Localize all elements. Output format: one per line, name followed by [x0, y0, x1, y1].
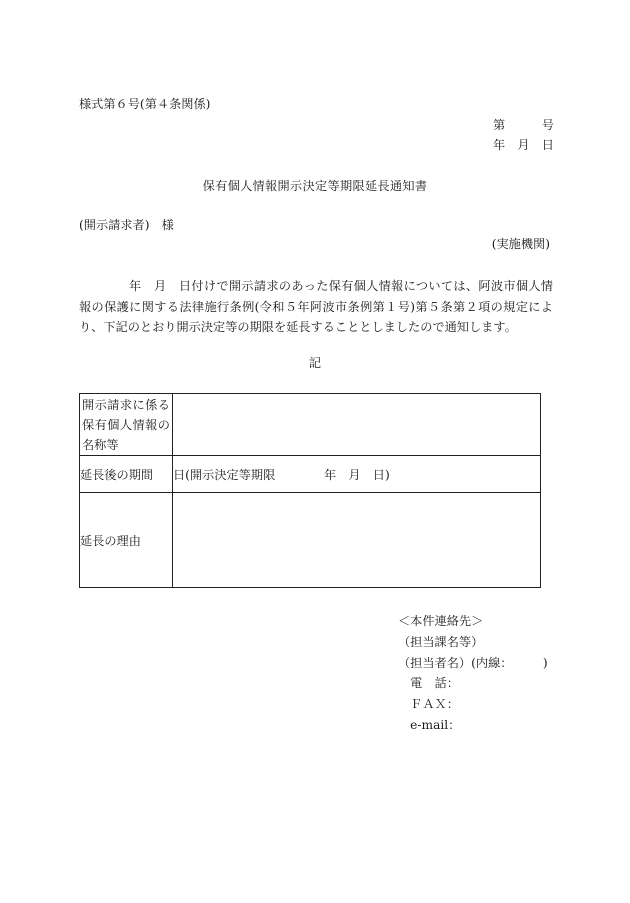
table-row-info-name	[80, 394, 541, 456]
contact-email: e-mail：	[398, 717, 461, 732]
label-line: 保有個人情報の	[82, 417, 170, 432]
contact-tel: 電 話：	[398, 676, 459, 691]
contact-heading: ＜本件連絡先＞	[398, 614, 484, 628]
row-value-extended-period: 日(開示決定等期限 年 月 日)	[173, 456, 541, 493]
form-number: 様式第６号(第４条関係)	[79, 97, 211, 111]
contact-fax: ＦＡＸ：	[398, 697, 459, 712]
label-line: 開示請求に係る	[82, 397, 170, 412]
row-label-extended-period: 延長後の期間	[80, 456, 173, 493]
row-value-extension-reason	[173, 493, 541, 588]
row-label-extension-reason: 延長の理由	[80, 493, 173, 588]
contact-person: （担当者名）(内線： )	[398, 655, 548, 670]
body-text: 年 月 日付けで開示請求のあった保有個人情報については、阿波市個人情報の保護に関する法律施行条例(令和５年阿波市条例第１号)第５条第２項の規定により、下記のとおり開示決定等の期限を延長することとしましたので通知します。	[79, 279, 553, 334]
ki-heading: 記	[308, 356, 322, 370]
row-value-info-name	[173, 394, 541, 456]
recipient: (開示請求者) 様	[79, 218, 174, 232]
table-row-extended-period	[80, 456, 541, 493]
row-label-info-name	[80, 394, 173, 456]
contact-block	[398, 611, 548, 736]
sender-agency: (実施機関)	[491, 237, 550, 251]
document-title: 保有個人情報開示決定等期限延長通知書	[202, 179, 428, 193]
document-number: 第 号	[493, 118, 554, 132]
detail-table	[79, 393, 541, 588]
document-date: 年 月 日	[493, 138, 554, 152]
label-line: 名称等	[82, 437, 119, 452]
table-row-extension-reason	[80, 493, 541, 588]
contact-dept: （担当課名等）	[398, 634, 484, 649]
